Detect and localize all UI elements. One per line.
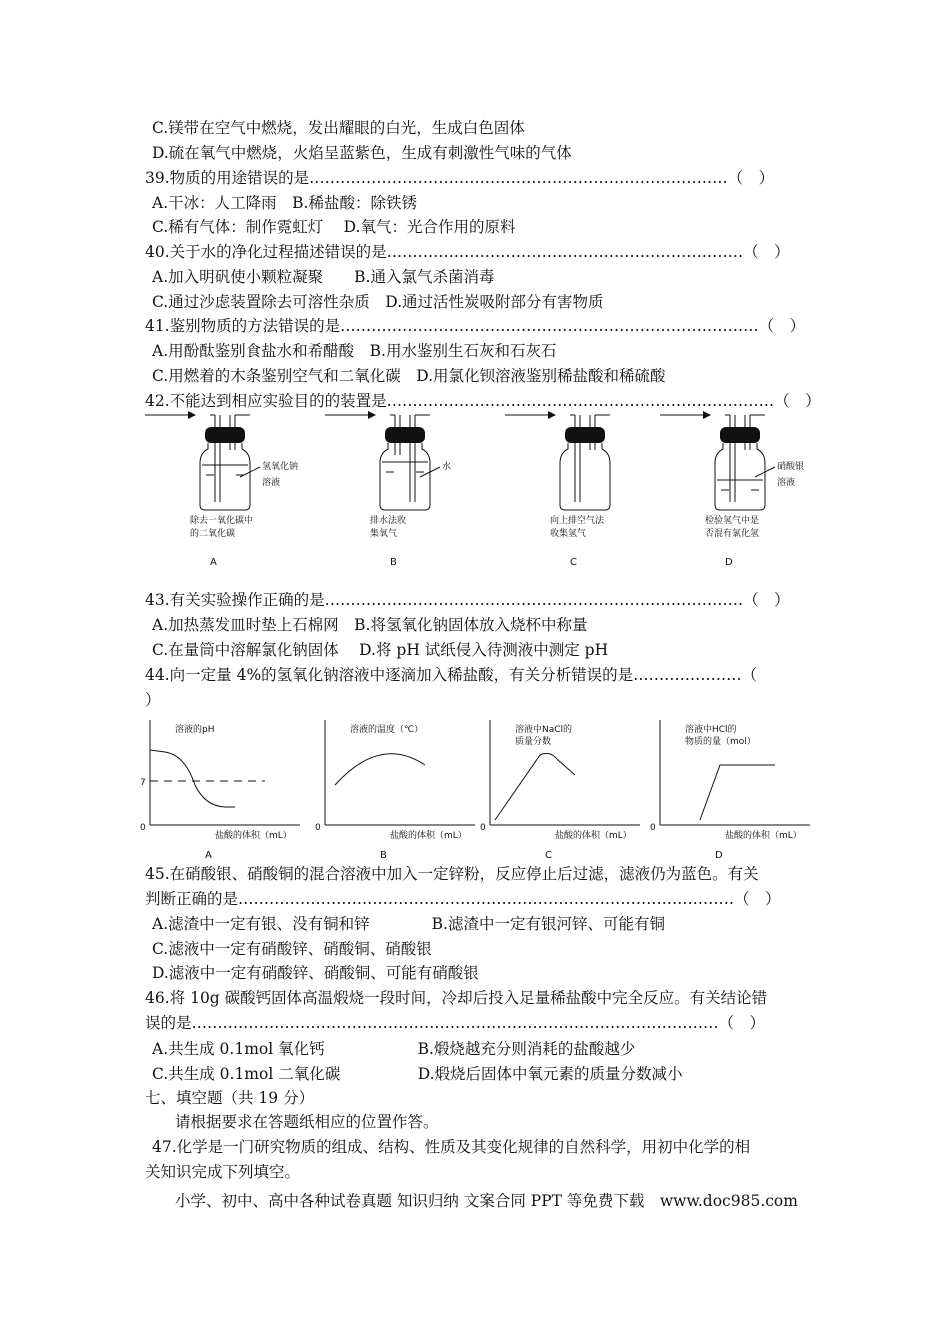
text-line: C.在量筒中溶解氯化钠固体 D.将 pH 试纸侵入待测液中测定 pH <box>152 641 609 659</box>
figure-label: 溶液的温度（℃） <box>350 725 424 735</box>
curve <box>700 765 775 820</box>
text-line: A.加入明矾使小颗粒凝聚 B.通入氯气杀菌消毒 <box>152 268 495 286</box>
figure-label: 盐酸的体积（mL） <box>390 831 467 841</box>
text-line: 43.有关实验操作正确的是………………………………………………………………………（ ） <box>145 591 790 609</box>
text-line: C.镁带在空气中燃烧，发出耀眼的白光，生成白色固体 <box>152 119 525 137</box>
bottle <box>200 443 250 510</box>
text-line: 40.关于水的净化过程描述错误的是……………………………………………………………（ ） <box>145 243 790 261</box>
figure-label: 盐酸的体积（mL） <box>555 831 632 841</box>
text-line: C.滤液中一定有硝酸锌、硝酸铜、硝酸银 <box>152 940 432 958</box>
text-line: C.用燃着的木条鉴别空气和二氧化碳 D.用氯化钡溶液鉴别稀盐酸和稀硫酸 <box>152 367 666 385</box>
figure-label: 溶液 <box>262 478 281 488</box>
text-line: A.共生成 0.1mol 氧化钙 B.煅烧越充分则消耗的盐酸越少 <box>152 1040 636 1058</box>
bottle <box>380 443 430 510</box>
stopper <box>385 427 425 443</box>
graph-d <box>650 720 810 860</box>
figure-label: C <box>570 557 577 568</box>
bottle <box>560 443 610 510</box>
figure-label: 0 <box>480 823 486 833</box>
figure-label: B <box>390 557 397 568</box>
figure-label: 0 <box>650 823 656 833</box>
figure-label: 向上排空气法 <box>550 516 605 526</box>
stopper <box>720 427 760 443</box>
figure-label: 7 <box>140 778 146 788</box>
figure-label: 除去一氧化碳中 <box>190 516 254 526</box>
figure-label: 溶液中NaCl的 <box>515 725 573 735</box>
figure-label: 收集氢气 <box>550 529 587 539</box>
text-line: 七、填空题（共 19 分） <box>145 1089 315 1107</box>
graph-b <box>315 720 475 860</box>
figure-label: 氢氧化钠 <box>262 462 299 472</box>
figure-label: 检验氢气中是 <box>705 516 760 526</box>
figure-label: 溶液 <box>777 478 796 488</box>
text-line: C.稀有气体：制作霓虹灯 D.氧气：光合作用的原料 <box>152 218 516 236</box>
graphs-figure <box>140 710 820 860</box>
text-line: 误的是…………………………………………………………………………………………（ ） <box>145 1014 766 1032</box>
apparatus-b <box>325 415 451 568</box>
figure-label: 溶液中HCl的 <box>685 725 737 735</box>
figure-label: 溶液的pH <box>175 725 215 735</box>
figure-label: 否混有氯化氢 <box>705 529 760 539</box>
apparatus-figure <box>140 405 820 575</box>
figure-label: 质量分数 <box>515 737 552 747</box>
graph-a <box>140 720 300 860</box>
text-line: 46.将 10g 碳酸钙固体高温煅烧一段时间，冷却后投入足量稀盐酸中完全反应。有关结论错 <box>145 989 768 1007</box>
text-line: 请根据要求在答题纸相应的位置作答。 <box>175 1113 439 1131</box>
text-line: A.干冰：人工降雨 B.稀盐酸：除铁锈 <box>152 194 417 212</box>
figure-label: C <box>545 850 552 860</box>
text-line: C.共生成 0.1mol 二氧化碳 D.煅烧后固体中氧元素的质量分数减小 <box>152 1065 683 1083</box>
figure-label: 水 <box>442 462 452 472</box>
figure-label: 物质的量（mol） <box>685 737 756 747</box>
figure-label: 盐酸的体积（mL） <box>725 831 802 841</box>
curve <box>335 754 425 785</box>
figure-label: D <box>725 557 733 568</box>
text-line: 42.不能达到相应实验目的的装置是…………………………………………………………………（ ） <box>145 392 821 410</box>
figure-label: A <box>210 557 217 568</box>
text-line: A.加热蒸发皿时垫上石棉网 B.将氢氧化钠固体放入烧杯中称量 <box>152 616 588 634</box>
graph-c <box>480 720 640 860</box>
text-line: A.用酚酞鉴别食盐水和希醋酸 B.用水鉴别生石灰和石灰石 <box>152 342 557 360</box>
text-line: 39.物质的用途错误的是………………………………………………………………………（ ） <box>145 169 775 187</box>
text-line: D.硫在氧气中燃烧，火焰呈蓝紫色，生成有刺激性气味的气体 <box>152 144 572 162</box>
figure-label: 排水法收 <box>370 516 407 526</box>
text-line: A.滤渣中一定有银、没有铜和锌 B.滤渣中一定有银河锌、可能有铜 <box>152 915 665 933</box>
figure-label: B <box>380 850 387 860</box>
figure-label: D <box>715 850 723 860</box>
text-line: ） <box>145 691 161 709</box>
text-line: D.滤液中一定有硝酸锌、硝酸铜、可能有硝酸银 <box>152 964 479 982</box>
apparatus-a <box>145 415 298 568</box>
text-line: 44.向一定量 4%的氢氧化钠溶液中逐滴加入稀盐酸，有关分析错误的是…………………（ <box>145 666 758 684</box>
figure-label: A <box>205 850 212 860</box>
figure-label: 0 <box>315 823 321 833</box>
curve <box>495 753 575 820</box>
text-line: 判断正确的是……………………………………………………………………………………（ ） <box>145 890 781 908</box>
stopper <box>565 427 605 443</box>
bottle <box>715 443 765 510</box>
text-line: 关知识完成下列填空。 <box>145 1163 301 1181</box>
figure-label: 0 <box>140 823 146 833</box>
text-line: 45.在硝酸银、硝酸铜的混合溶液中加入一定锌粉，反应停止后过滤，滤液仍为蓝色。有关 <box>145 865 759 883</box>
stopper <box>205 427 245 443</box>
apparatus-d <box>660 415 804 568</box>
figure-label: 集氧气 <box>370 529 398 539</box>
text-line: 小学、初中、高中各种试卷真题 知识归纳 文案合同 PPT 等免费下载 www.doc985.com <box>175 1192 798 1210</box>
apparatus-c <box>505 415 610 568</box>
figure-label: 硝酸银 <box>777 462 805 472</box>
figure-label: 盐酸的体积（mL） <box>215 831 292 841</box>
curve <box>150 750 235 807</box>
figure-label: 的二氧化碳 <box>190 529 236 539</box>
text-line: 47.化学是一门研究物质的组成、结构、性质及其变化规律的自然科学，用初中化学的相 <box>152 1138 751 1156</box>
text-line: C.通过沙虑装置除去可溶性杂质 D.通过活性炭吸附部分有害物质 <box>152 293 604 311</box>
text-line: 41.鉴别物质的方法错误的是………………………………………………………………………（ ） <box>145 317 806 335</box>
